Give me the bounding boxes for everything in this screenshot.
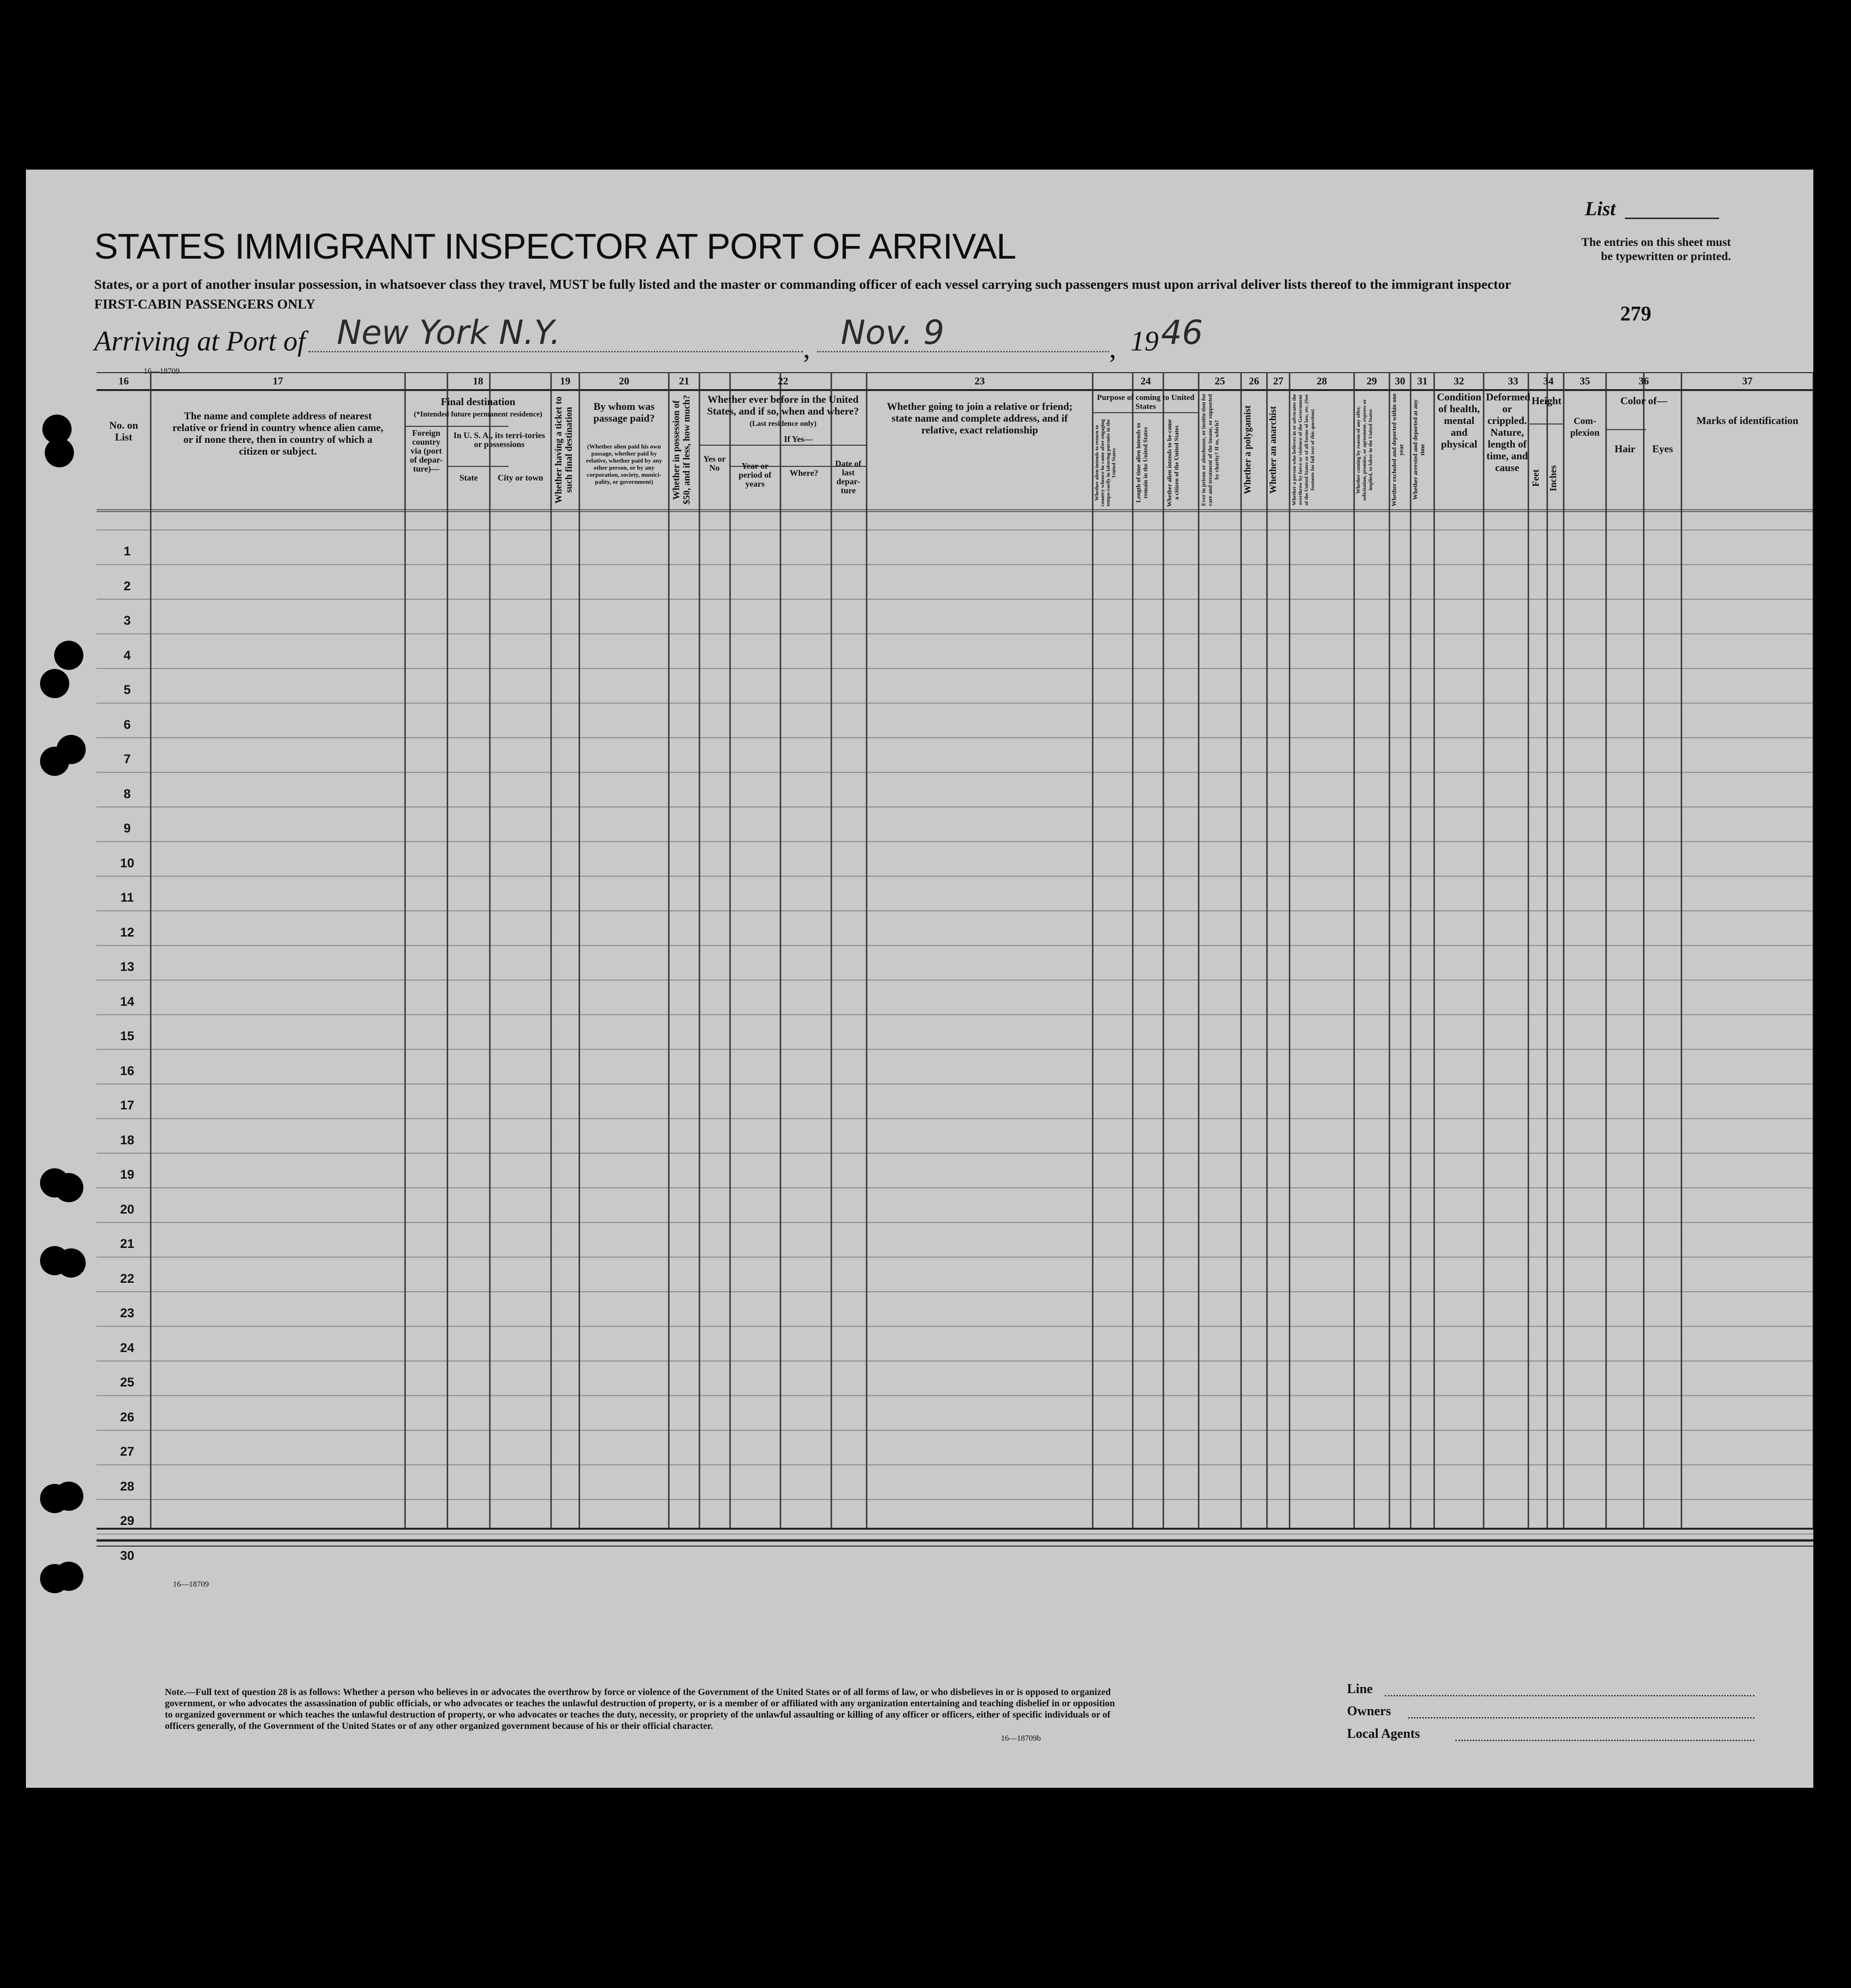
punch-hole bbox=[54, 641, 83, 670]
header-color-of: Color of— bbox=[1620, 395, 1667, 407]
year-handwritten: 46 bbox=[1161, 313, 1203, 352]
header-purpose-citizen: Whether alien intends to be-come a citizen of the United States bbox=[1166, 419, 1180, 507]
punch-hole bbox=[40, 1168, 69, 1198]
header-purpose: Purpose of coming to United States bbox=[1097, 393, 1194, 411]
footnote-form-number: 16—18709b bbox=[1001, 1734, 1041, 1743]
row-number: 17 bbox=[120, 1098, 135, 1112]
subtitle-line-2: FIRST-CABIN PASSENGERS ONLY bbox=[94, 297, 316, 312]
header-arrested: Whether arrested and deported at any time bbox=[1412, 399, 1426, 500]
row-number: 5 bbox=[123, 683, 131, 697]
header-ever-before: Whether ever before in the United States, and if so, when and where? bbox=[707, 393, 859, 417]
header-final-destination: Final destination bbox=[440, 396, 516, 407]
manifest-sheet bbox=[26, 170, 1813, 1788]
header-foreign-country: Foreign country via (port of depar-ture)— bbox=[410, 428, 443, 473]
row-number: 29 bbox=[120, 1514, 135, 1528]
col-25-number: 25 bbox=[1215, 375, 1225, 387]
header-no-on-list: No. on List bbox=[109, 419, 138, 443]
list-number-line bbox=[1625, 218, 1719, 219]
footnote-q28: Note.—Full text of question 28 is as follows: Whether a person who believes in or advocates the overthrow by force or violence of the Government of the United States or of all forms of law, or who disbelieves in or is opposed to organized government, or who advocates the assassination of public officials, or who advocates or teaches the unlawful destruction of property, or is a member of or affiliated with any organization entertaining and teaching disbelief in or opposition to organized government or which teaches the unlawful destruction of property, or who advocates or teaches the duty, necessity, or propriety of the unlawful assaulting or killing of any officer or officers, either of specific individuals or of officers generally, of the Government of the United States or of any other organized government because of his or their official character. bbox=[165, 1687, 1115, 1731]
row-number: 16 bbox=[120, 1063, 135, 1078]
row-number: 3 bbox=[123, 613, 131, 627]
row-number: 24 bbox=[120, 1340, 135, 1355]
comma-2: , bbox=[1109, 333, 1116, 364]
header-eyes: Eyes bbox=[1652, 443, 1673, 455]
col-32-number: 32 bbox=[1453, 375, 1464, 387]
header-in-usa: In U. S. A., its terri-tories or possessions bbox=[453, 431, 545, 449]
row-number: 9 bbox=[123, 821, 131, 835]
col-34-number: 34 bbox=[1543, 375, 1554, 387]
page-number: 279 bbox=[1620, 302, 1651, 325]
col-37-number: 37 bbox=[1742, 375, 1753, 387]
col-35-number: 35 bbox=[1580, 375, 1590, 387]
row-number: 11 bbox=[120, 890, 134, 904]
owners-signature-line bbox=[1408, 1717, 1754, 1719]
year-printed: 19 bbox=[1130, 326, 1159, 357]
row-number: 21 bbox=[120, 1237, 135, 1251]
page-title: STATES IMMIGRANT INSPECTOR AT PORT OF ARRIVAL bbox=[94, 227, 1016, 267]
date-handwritten: Nov. 9 bbox=[841, 313, 944, 352]
header-deformed: Deformed or crippled. Nature, length of time, and cause bbox=[1486, 391, 1531, 473]
col-36-number: 36 bbox=[1639, 375, 1649, 387]
header-state: State bbox=[459, 473, 478, 482]
col-33-number: 33 bbox=[1508, 375, 1518, 387]
line-label: Line bbox=[1347, 1682, 1373, 1696]
header-join-relative: Whether going to join a relative or friend; state name and complete address, and if relative, exact relationship bbox=[886, 400, 1073, 436]
header-excluded: Whether excluded and deported within one year bbox=[1390, 393, 1404, 506]
header-height: Height bbox=[1531, 395, 1562, 407]
row-number: 10 bbox=[120, 855, 135, 870]
column-headers bbox=[97, 372, 1813, 1609]
header-overthrow: Whether a person who believes in or advocates the overthrow by force or violence of the Government of the United States or of all forms of law, etc. (See footnote for full text of this question) bbox=[1291, 394, 1315, 506]
col-18-number: 18 bbox=[473, 375, 483, 387]
col-20-number: 20 bbox=[619, 375, 629, 387]
col-21-number: 21 bbox=[679, 375, 690, 387]
row-number: 1 bbox=[123, 544, 131, 558]
row-number: 30 bbox=[120, 1548, 135, 1563]
row-number: 22 bbox=[120, 1271, 135, 1286]
row-number: 19 bbox=[120, 1167, 135, 1181]
col-17-number: 17 bbox=[273, 375, 283, 387]
header-feet: Feet bbox=[1531, 469, 1541, 487]
subtitle-line-1: States, or a port of another insular possession, in whatsoever class they travel, MUST be fully listed and the master or commanding officer of each vessel carrying such passengers must upon arrival deliver lists thereof to the immigrant inspector bbox=[94, 277, 1511, 292]
col-29-number: 29 bbox=[1366, 375, 1377, 387]
header-if-yes: If Yes— bbox=[784, 434, 813, 444]
entries-note: The entries on this sheet must be typewritten or printed. bbox=[1581, 236, 1731, 263]
header-years: Year or period of years bbox=[739, 461, 771, 489]
header-yes-or-no: Yes or No bbox=[703, 454, 726, 473]
row-number: 26 bbox=[120, 1410, 135, 1424]
row-number: 23 bbox=[120, 1306, 135, 1320]
form-number-top: 16—18709 bbox=[144, 367, 180, 375]
punch-hole bbox=[40, 1484, 69, 1513]
row-number: 8 bbox=[123, 786, 131, 801]
header-complexion: Com-plexion bbox=[1570, 416, 1600, 438]
col-24-number: 24 bbox=[1140, 375, 1151, 387]
col-23-number: 23 bbox=[974, 375, 985, 387]
header-final-destination-note: (*Intended future permanent residence) bbox=[414, 410, 543, 418]
punch-hole bbox=[40, 1564, 69, 1593]
header-polygamist: Whether a polygamist bbox=[1242, 405, 1253, 495]
header-where: Where? bbox=[789, 468, 819, 478]
col-27-number: 27 bbox=[1273, 375, 1283, 387]
header-hair: Hair bbox=[1615, 443, 1635, 455]
header-purpose-return: Whether alien intends to return to country whence he came after engaging tempo-rarily in laboring pursuits in the United States bbox=[1094, 419, 1117, 507]
row-number: 4 bbox=[123, 648, 131, 662]
row-number: 15 bbox=[120, 1029, 135, 1043]
col-30-number: 30 bbox=[1395, 375, 1405, 387]
header-marks: Marks of identification bbox=[1696, 415, 1799, 426]
row-number: 14 bbox=[120, 994, 135, 1009]
arriving-label: Arriving at Port of bbox=[94, 326, 306, 357]
row-number: 20 bbox=[120, 1202, 135, 1216]
row-number: 12 bbox=[120, 925, 135, 939]
punch-hole bbox=[40, 669, 69, 698]
header-inches: Inches bbox=[1548, 465, 1559, 491]
header-labor-offer: Whether coming by reason of any offer, solicitation, promise, or agreement, express or implied, to labor in the United States bbox=[1356, 399, 1373, 501]
punch-hole bbox=[40, 1246, 69, 1275]
header-city: City or town bbox=[497, 473, 544, 482]
punch-hole bbox=[45, 438, 74, 467]
header-fifty-dollars: Whether in possession of $50, and if less, how much? bbox=[671, 395, 692, 505]
col-19-number: 19 bbox=[560, 375, 570, 387]
header-anarchist: Whether an anarchist bbox=[1268, 406, 1278, 494]
row-number: 6 bbox=[123, 717, 131, 732]
row-number: 25 bbox=[120, 1375, 135, 1389]
row-number: 18 bbox=[120, 1133, 135, 1147]
header-condition: Condition of health, mental and physical bbox=[1437, 391, 1482, 450]
header-prison: Ever in prison or almshouse, or institu-tion for care and treatment of the insane, or supported by charity? If so, which? bbox=[1200, 393, 1220, 506]
col-22-number: 22 bbox=[778, 375, 788, 387]
local-agents-label: Local Agents bbox=[1347, 1727, 1420, 1741]
col-16-number: 16 bbox=[118, 375, 129, 387]
row-number: 2 bbox=[123, 578, 131, 593]
punch-hole bbox=[40, 747, 69, 776]
col-31-number: 31 bbox=[1417, 375, 1428, 387]
header-purpose-length: Length of time alien intends to remain in the United States bbox=[1135, 423, 1149, 503]
header-ticket: Whether having a ticket to such final destination bbox=[553, 396, 574, 504]
header-nearest-relative: The name and complete address of nearest relative or friend in country whence alien came, or if none there, then in country of which a citizen or subject. bbox=[172, 410, 383, 457]
owners-label: Owners bbox=[1347, 1704, 1391, 1719]
row-number: 27 bbox=[120, 1444, 135, 1458]
row-number: 13 bbox=[120, 960, 135, 974]
comma-1: , bbox=[803, 333, 810, 364]
port-handwritten: New York N.Y. bbox=[337, 313, 560, 352]
list-label: List bbox=[1585, 198, 1616, 220]
form-number-bottom: 16—18709 bbox=[173, 1580, 209, 1589]
col-26-number: 26 bbox=[1249, 375, 1259, 387]
line-signature-line bbox=[1385, 1695, 1754, 1696]
header-date-last-departure: Date of last depar-ture bbox=[835, 459, 861, 495]
row-number: 7 bbox=[123, 752, 131, 766]
header-passage-paid-note: (Whether alien paid his own passage, whether paid by relative, whether paid by any other person, or by any corporation, society, munici-pality, or government) bbox=[586, 443, 662, 485]
col-28-number: 28 bbox=[1316, 375, 1327, 387]
row-number: 28 bbox=[120, 1479, 135, 1493]
header-passage-paid: By whom was passage paid? bbox=[593, 400, 655, 424]
agents-signature-line bbox=[1455, 1740, 1754, 1741]
header-last-residence: (Last residence only) bbox=[749, 420, 817, 428]
